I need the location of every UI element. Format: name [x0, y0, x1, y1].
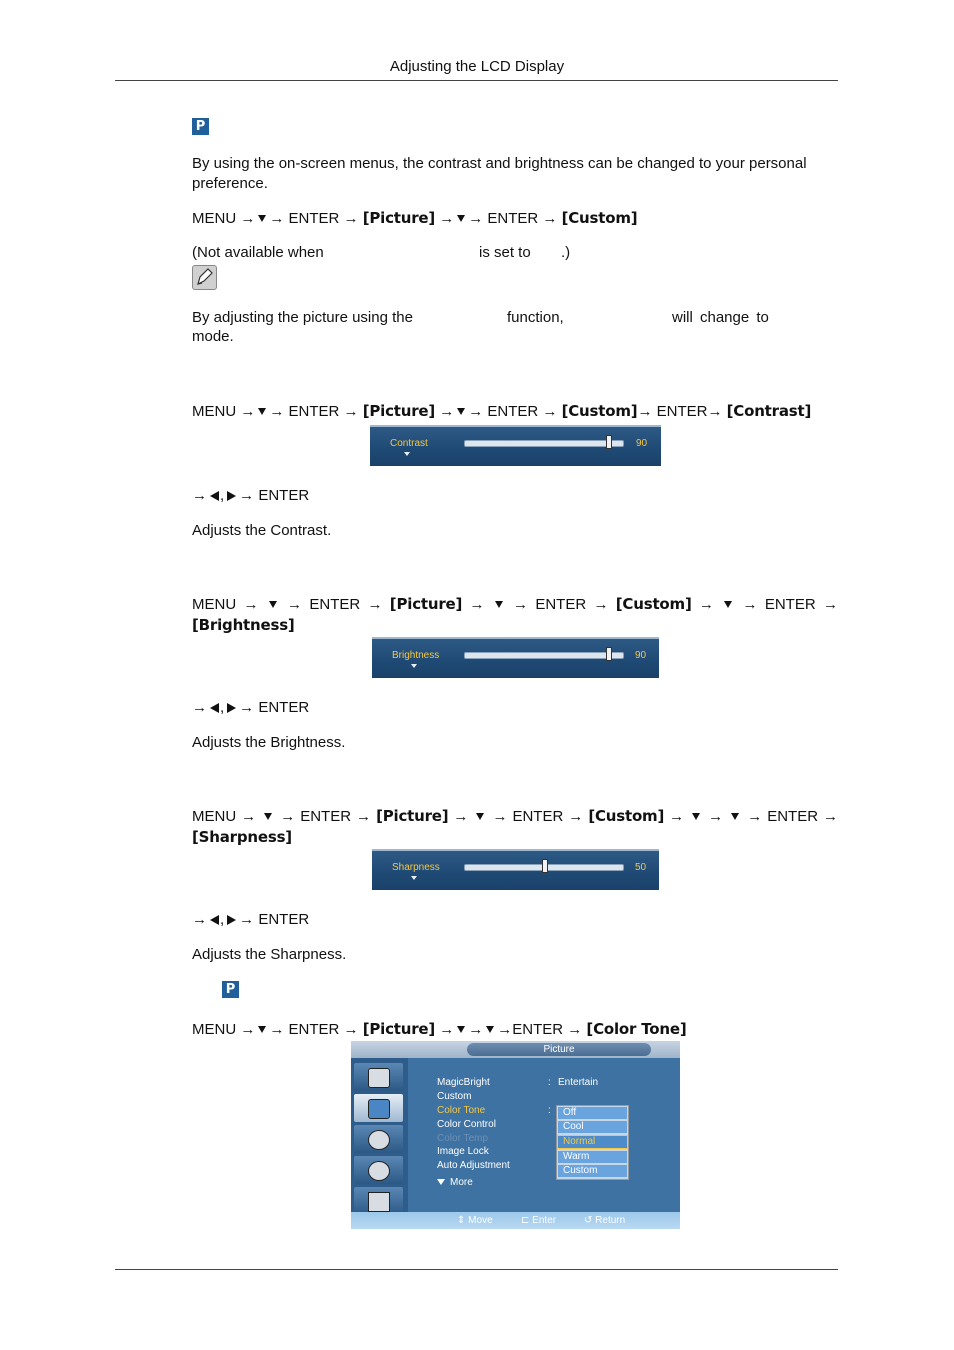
menu-path-contrast: MENU → → ENTER → [Picture] → → ENTER → [Custom]→ ENTER→ [Contrast] — [192, 402, 812, 420]
return-hint — [584, 1215, 625, 1226]
option-warm[interactable]: Warm — [558, 1151, 627, 1163]
picture-mode-icon: P — [192, 118, 209, 135]
menu-item-custom[interactable]: Custom — [437, 1091, 472, 1102]
path-enter: ENTER — [767, 808, 819, 825]
brightness-desc: Adjusts the Brightness. — [192, 734, 346, 751]
path-picture: [Picture] — [389, 595, 463, 613]
path-menu: MENU — [192, 403, 237, 420]
picture-mode-icon: P — [222, 981, 239, 998]
not-available-c: .) — [561, 244, 571, 261]
note-icon — [192, 265, 217, 290]
path-sharpness: [Sharpness] — [192, 828, 292, 846]
note-text-b: function, — [507, 309, 564, 326]
note-text-a: By adjusting the picture using the — [192, 309, 413, 326]
down-arrow-icon — [404, 452, 410, 456]
path-enter: ENTER — [309, 596, 361, 613]
path-custom: [Custom] — [615, 595, 692, 613]
path-brightness: [Brightness] — [192, 616, 295, 634]
left-arrow-icon — [210, 915, 219, 925]
picture-osd-menu — [351, 1041, 680, 1229]
menu-path-brightness: MENU → → ENTER → [Picture] → → ENTER → [Custom] → → ENTER → [Brightness] — [192, 595, 838, 634]
path-enter: ENTER — [487, 210, 539, 227]
down-arrow-icon — [258, 215, 266, 222]
menu-footer — [351, 1212, 680, 1229]
nav-enter: ENTER — [258, 699, 310, 716]
path-enter: ENTER — [512, 808, 564, 825]
menu-item-auto-adjustment[interactable]: Auto Adjustment — [437, 1160, 510, 1171]
down-arrow-icon — [411, 664, 417, 668]
sharpness-slider-panel — [372, 849, 659, 890]
menu-item-image-lock[interactable]: Image Lock — [437, 1146, 489, 1157]
path-picture: [Picture] — [376, 807, 449, 825]
down-arrow-icon — [457, 215, 465, 222]
path-picture: [Picture] — [362, 209, 436, 227]
path-enter: ENTER — [656, 403, 708, 420]
multi-control-category-icon[interactable] — [354, 1187, 403, 1215]
option-custom[interactable]: Custom — [558, 1165, 627, 1177]
return-label: Return — [595, 1215, 626, 1226]
down-arrow-icon — [269, 601, 277, 608]
menu-category-bar — [351, 1058, 408, 1212]
menu-item-magicbright[interactable]: MagicBright — [437, 1077, 490, 1088]
left-arrow-icon — [210, 491, 219, 501]
move-label: Move — [468, 1215, 493, 1226]
page-header: Adjusting the LCD Display — [389, 58, 565, 75]
down-arrow-icon — [457, 1026, 465, 1033]
more-label: More — [450, 1177, 473, 1188]
updown-icon: ⇕ — [457, 1215, 466, 1226]
slider-knob[interactable] — [606, 647, 612, 661]
slider-value: 90 — [636, 438, 648, 449]
slider-value: 50 — [635, 862, 647, 873]
menu-path-color-tone: MENU → → ENTER → [Picture] → → →ENTER → [Color Tone] — [192, 1020, 687, 1038]
intro-text: By using the on-screen menus, the contrast and brightness can be changed to your personal preference. — [192, 155, 807, 192]
path-enter: ENTER — [512, 1021, 564, 1038]
not-available-a: (Not available when — [192, 244, 324, 261]
slider-label: Sharpness — [392, 862, 440, 873]
down-arrow-icon — [457, 408, 465, 415]
right-arrow-icon — [227, 703, 236, 713]
down-arrow-icon — [258, 408, 266, 415]
down-arrow-icon — [258, 1026, 266, 1033]
note-text-d: mode. — [192, 328, 234, 345]
menu-item-color-tone[interactable]: Color Tone — [437, 1105, 486, 1116]
menu-path-sharpness: MENU → → ENTER → [Picture] → → ENTER → [Custom] → → → ENTER → [Sharpness] — [192, 807, 839, 846]
brightness-slider-panel — [372, 637, 659, 678]
down-arrow-icon — [486, 1026, 494, 1033]
not-available-b: is set to — [479, 244, 531, 261]
path-color-tone: [Color Tone] — [586, 1020, 687, 1038]
menu-item-color-temp: Color Temp — [437, 1133, 488, 1144]
path-picture: [Picture] — [362, 402, 436, 420]
menu-path-custom: MENU → → ENTER → [Picture] → → ENTER → [Custom] — [192, 209, 638, 227]
right-arrow-icon — [227, 915, 236, 925]
more-down-icon — [437, 1179, 445, 1185]
menu-item-color-control[interactable]: Color Control — [437, 1119, 496, 1130]
slider-value: 90 — [635, 650, 647, 661]
path-enter: ENTER — [487, 403, 539, 420]
brightness-nav: → , → ENTER — [192, 699, 310, 716]
down-arrow-icon — [411, 876, 417, 880]
slider-knob[interactable] — [606, 435, 612, 449]
path-menu: MENU — [192, 808, 237, 825]
sound-category-icon[interactable] — [354, 1125, 403, 1153]
input-category-icon[interactable] — [354, 1063, 403, 1091]
path-custom: [Custom] — [588, 807, 665, 825]
down-arrow-icon — [476, 813, 484, 820]
down-arrow-icon — [692, 813, 700, 820]
contrast-desc: Adjusts the Contrast. — [192, 522, 332, 539]
path-contrast: [Contrast] — [726, 402, 812, 420]
path-menu: MENU — [192, 596, 237, 613]
slider-track[interactable] — [464, 440, 624, 447]
down-arrow-icon — [495, 601, 503, 608]
path-enter: ENTER — [288, 1021, 340, 1038]
header-rule — [115, 80, 838, 81]
footer-rule — [115, 1269, 838, 1270]
contrast-nav: → , → ENTER — [192, 487, 310, 504]
path-enter: ENTER — [288, 403, 340, 420]
return-icon: ↺ — [584, 1215, 593, 1226]
slider-label: Contrast — [390, 438, 428, 449]
path-menu: MENU — [192, 1021, 237, 1038]
path-enter: ENTER — [764, 596, 816, 613]
menu-title: Picture — [467, 1043, 651, 1056]
option-normal[interactable]: Normal — [558, 1136, 627, 1148]
slider-label: Brightness — [392, 650, 440, 661]
color-tone-options — [556, 1105, 629, 1180]
path-custom: [Custom] — [561, 402, 638, 420]
enter-label: Enter — [532, 1215, 557, 1226]
down-arrow-icon — [724, 601, 732, 608]
picture-category-icon[interactable] — [354, 1094, 403, 1122]
right-arrow-icon — [227, 491, 236, 501]
path-enter: ENTER — [288, 210, 340, 227]
path-custom: [Custom] — [561, 209, 638, 227]
enter-icon: ⊏ — [521, 1215, 530, 1226]
option-cool[interactable]: Cool — [558, 1121, 627, 1133]
path-enter: ENTER — [300, 808, 352, 825]
contrast-slider-panel — [370, 425, 661, 466]
down-arrow-icon — [731, 813, 739, 820]
setup-category-icon[interactable] — [354, 1156, 403, 1184]
sharpness-nav: → , → ENTER — [192, 911, 310, 928]
menu-item-more[interactable] — [437, 1177, 473, 1188]
magicbright-value: Entertain — [558, 1077, 599, 1088]
slider-knob[interactable] — [542, 859, 548, 873]
left-arrow-icon — [210, 703, 219, 713]
down-arrow-icon — [264, 813, 272, 820]
option-off[interactable]: Off — [558, 1107, 627, 1119]
nav-enter: ENTER — [258, 487, 310, 504]
menu-colon: : — [548, 1105, 551, 1116]
slider-track[interactable] — [464, 652, 624, 659]
path-menu: MENU — [192, 210, 237, 227]
sharpness-desc: Adjusts the Sharpness. — [192, 946, 347, 963]
nav-enter: ENTER — [258, 911, 310, 928]
note-text-c: will change to — [672, 309, 769, 326]
move-hint — [457, 1215, 493, 1226]
path-picture: [Picture] — [362, 1020, 436, 1038]
menu-colon: : — [548, 1077, 551, 1088]
path-enter: ENTER — [535, 596, 587, 613]
enter-hint — [521, 1215, 556, 1226]
